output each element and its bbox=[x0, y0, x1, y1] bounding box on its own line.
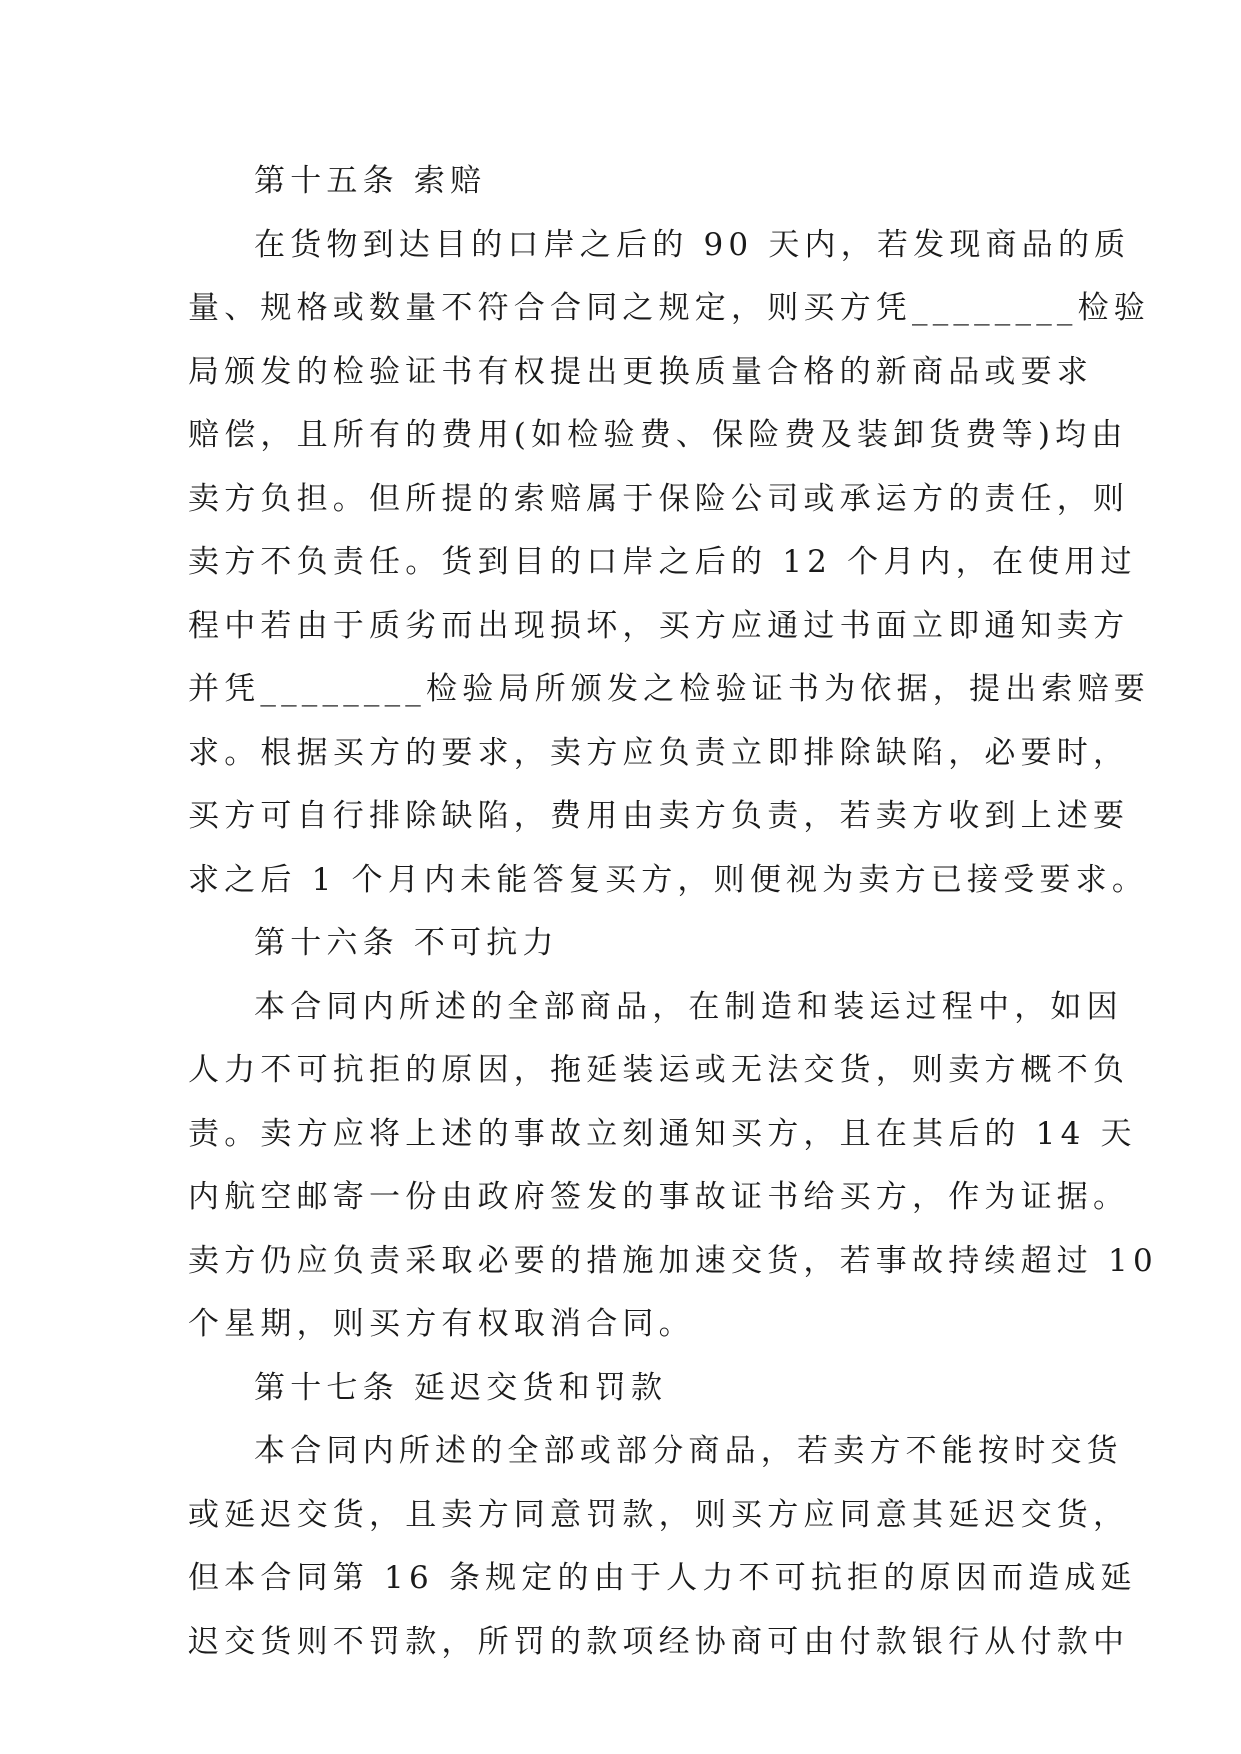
paragraph-line: 但本合同第 16 条规定的由于人力不可抗拒的原因而造成延 bbox=[188, 1560, 1137, 1596]
paragraph-line: 求。根据买方的要求，卖方应负责立即排除缺陷，必要时， bbox=[188, 734, 1130, 771]
paragraph-line: 卖方不负责任。货到目的口岸之后的 12 个月内，在使用过 bbox=[188, 544, 1137, 580]
paragraph-line: 责。卖方应将上述的事故立刻通知买方，且在其后的 14 天 bbox=[188, 1115, 1137, 1152]
document-body bbox=[188, 150, 1158, 1674]
paragraph-line: 量、规格或数量不符合合同之规定，则买方凭________检验 bbox=[188, 290, 1150, 326]
article-17-heading: 第十七条 延迟交货和罚款 bbox=[254, 1369, 668, 1406]
paragraph-line: 在货物到达目的口岸之后的 90 天内，若发现商品的质 bbox=[254, 226, 1131, 263]
article-15-heading: 第十五条 索赔 bbox=[254, 163, 487, 199]
paragraph-line: 内航空邮寄一份由政府签发的事故证书给买方，作为证据。 bbox=[188, 1179, 1130, 1215]
paragraph-line: 并凭________检验局所颁发之检验证书为依据，提出索赔要 bbox=[188, 671, 1150, 707]
paragraph-line: 个星期，则买方有权取消合同。 bbox=[188, 1306, 695, 1342]
paragraph-line: 求之后 1 个月内未能答复买方，则便视为卖方已接受要求。 bbox=[188, 861, 1149, 898]
paragraph-line: 人力不可抗拒的原因，拖延装运或无法交货，则卖方概不负 bbox=[188, 1052, 1130, 1088]
paragraph-line: 本合同内所述的全部或部分商品，若卖方不能按时交货 bbox=[254, 1433, 1123, 1469]
article-16-heading: 第十六条 不可抗力 bbox=[254, 925, 559, 961]
paragraph-line: 卖方负担。但所提的索赔属于保险公司或承运方的责任，则 bbox=[188, 480, 1130, 517]
paragraph-line: 卖方仍应负责采取必要的措施加速交货，若事故持续超过 10 bbox=[188, 1242, 1158, 1279]
paragraph-line: 本合同内所述的全部商品，在制造和装运过程中，如因 bbox=[254, 988, 1123, 1025]
paragraph-line: 程中若由于质劣而出现损坏，买方应通过书面立即通知卖方 bbox=[188, 607, 1130, 644]
paragraph-line: 或延迟交货，且卖方同意罚款，则买方应同意其延迟交货， bbox=[188, 1496, 1130, 1533]
paragraph-line: 赔偿，且所有的费用(如检验费、保险费及装卸货费等)均由 bbox=[188, 417, 1128, 453]
paragraph-line: 迟交货则不罚款，所罚的款项经协商可由付款银行从付款中 bbox=[188, 1623, 1130, 1660]
paragraph-line: 局颁发的检验证书有权提出更换质量合格的新商品或要求 bbox=[188, 353, 1093, 390]
paragraph-line: 买方可自行排除缺陷，费用由卖方负责，若卖方收到上述要 bbox=[188, 798, 1130, 834]
